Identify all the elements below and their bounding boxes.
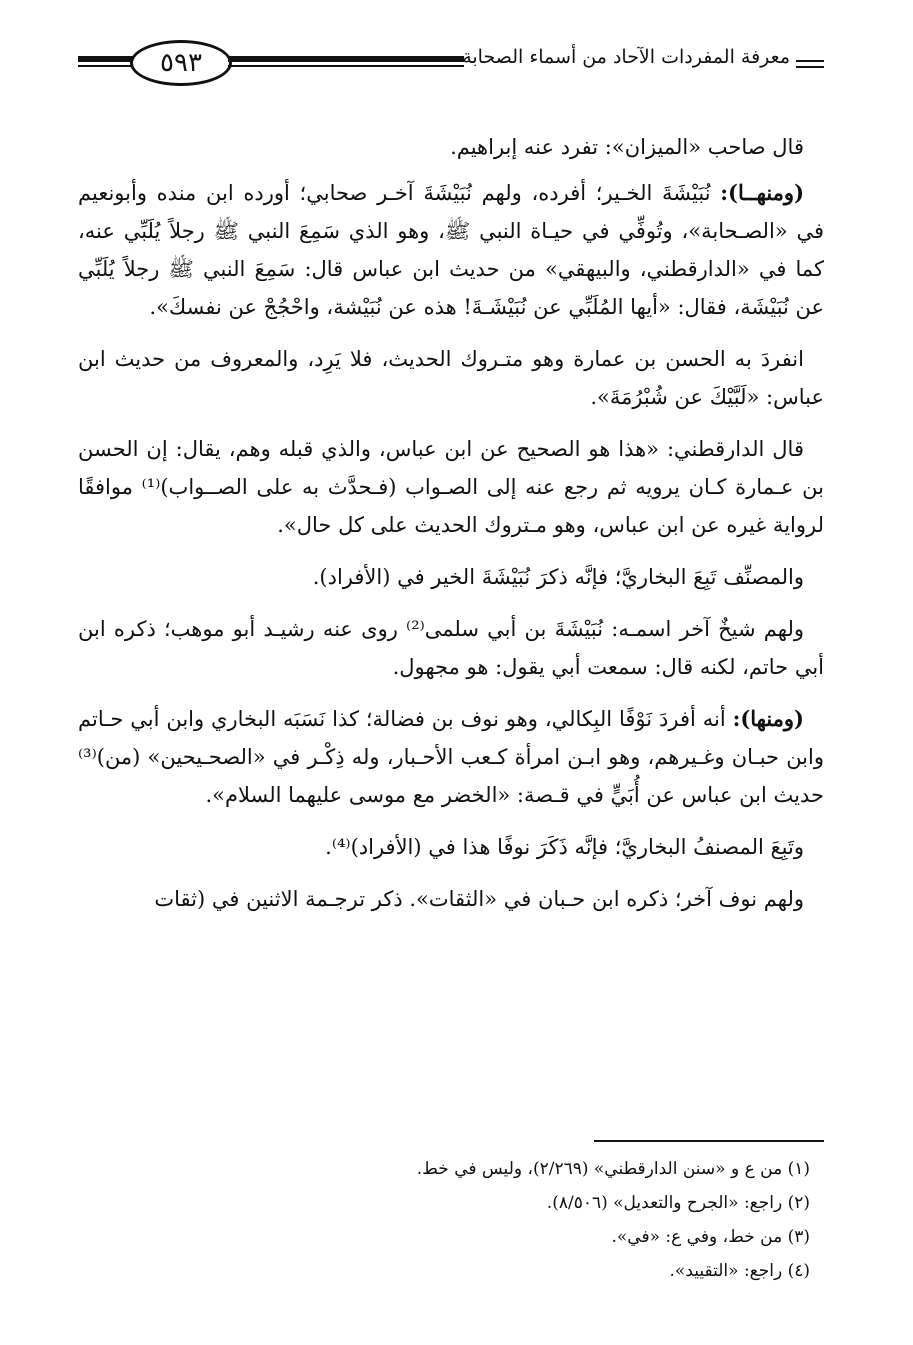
running-title: معرفة المفردات الآحاد من أسماء الصحابة <box>462 46 790 68</box>
paragraph <box>78 610 824 686</box>
rule-thin <box>228 65 464 67</box>
paragraph <box>78 880 824 918</box>
paragraph-text: والمصنِّف تَبِعَ البخاريَّ؛ فإنَّه ذكرَ نُبَيْشَةَ الخير في (الأفراد). <box>312 565 804 589</box>
section-lead: (ومنهــا): <box>720 180 804 205</box>
footnote: (١) من ع و «سنن الدارقطني» (٢/٢٦٩)، وليس في خط. <box>416 1159 810 1179</box>
rule-thin <box>796 66 824 68</box>
page-header <box>78 38 824 98</box>
paragraph <box>78 430 824 544</box>
paragraph <box>78 340 824 416</box>
page-number: ٥٩٣ <box>130 40 232 86</box>
paragraph-text: ولهم شيخٌ آخر اسمـه: نُبَيْشَةَ بن أبي سلمى⁽²⁾ روى عنه رشيـد أبو موهب؛ ذكره ابن أبي حاتم، لكنه قال: سمعت أبي يقول: هو مجهول. <box>78 617 824 679</box>
paragraph <box>78 128 824 166</box>
paragraph-text: وتَبِعَ المصنفُ البخاريَّ؛ فإنَّه ذَكَرَ نوفًا هذا في (الأفراد)⁽⁴⁾. <box>325 835 804 859</box>
paragraph <box>78 828 824 866</box>
footnote: (٤) راجع: «التقييد». <box>669 1261 810 1281</box>
footnotes <box>78 1152 824 1288</box>
paragraph-text: قال الدارقطني: «هذا هو الصحيح عن ابن عباس، والذي قبله وهم، يقال: إن الحسن بن عـمارة كـان يرويه ثم رجع عنه إلى الصـواب (فـحدَّث به على الصــواب)⁽¹⁾ موافقًا لرواية غيره عن ابن عباس، وهو مـتروك الحديث على كل حال». <box>78 437 824 537</box>
footnote: (٢) راجع: «الجرح والتعديل» (٨/٥٠٦). <box>546 1193 810 1213</box>
paragraph-text: نُبَيْشَةَ الخـير؛ أفرده، ولهم نُبَيْشَةَ آخـر صحابي؛ أورده ابن منده وأبونعيم في «الصـحابة»، وتُوفِّي في حيـاة النبي ﷺ، وهو الذي سَمِعَ النبي ﷺ رجلاً يُلَبِّي عنه، كما في «الدارقطني، والبيهقي» من حديث ابن عباس قال: سَمِعَ النبي ﷺ رجلاً يُلَبِّي عن نُبَيْشَة، فقال: «أيها المُلَبِّي عن نُبَيْشَـةَ! هذه عن نُبَيْشة، واحْجُجْ عن نفسكَ». <box>78 181 824 319</box>
rule-thin <box>796 60 824 62</box>
rule-thick <box>228 56 464 62</box>
paragraph-text: قال صاحب «الميزان»: تفرد عنه إبراهيم. <box>450 135 804 159</box>
paragraph-text: أنه أفردَ نَوْفًا البِكالي، وهو نوف بن فضالة؛ كذا نَسَبَه البخاري وابن أبي حـاتم وابن حبـان وغـيرهم، وهو ابـن امرأة كـعب الأحـبار، وله ذِكْـر في «الصحـيحين» (من)⁽³⁾ حديث ابن عباس عن أُبَيٍّ في قـصة: «الخضر مع موسى عليهما السلام». <box>78 707 824 807</box>
paragraph-text: ولهم نوف آخر؛ ذكره ابن حـبان في «الثقات». ذكر ترجـمة الاثنين في (ثقات <box>154 887 804 911</box>
paragraph <box>78 174 824 326</box>
paragraph <box>78 558 824 596</box>
paragraph-text: انفردَ به الحسن بن عمارة وهو متـروك الحديث، فلا يَرِد، والمعروف من حديث ابن عباس: «لَبَّيْكَ عن شُبْرُمَةَ». <box>78 347 824 409</box>
footnote: (٣) من خط، وفي ع: «في». <box>611 1227 810 1247</box>
main-text <box>78 128 824 932</box>
footnote-separator <box>594 1140 824 1142</box>
section-lead: (ومنها): <box>732 706 804 731</box>
paragraph <box>78 700 824 814</box>
